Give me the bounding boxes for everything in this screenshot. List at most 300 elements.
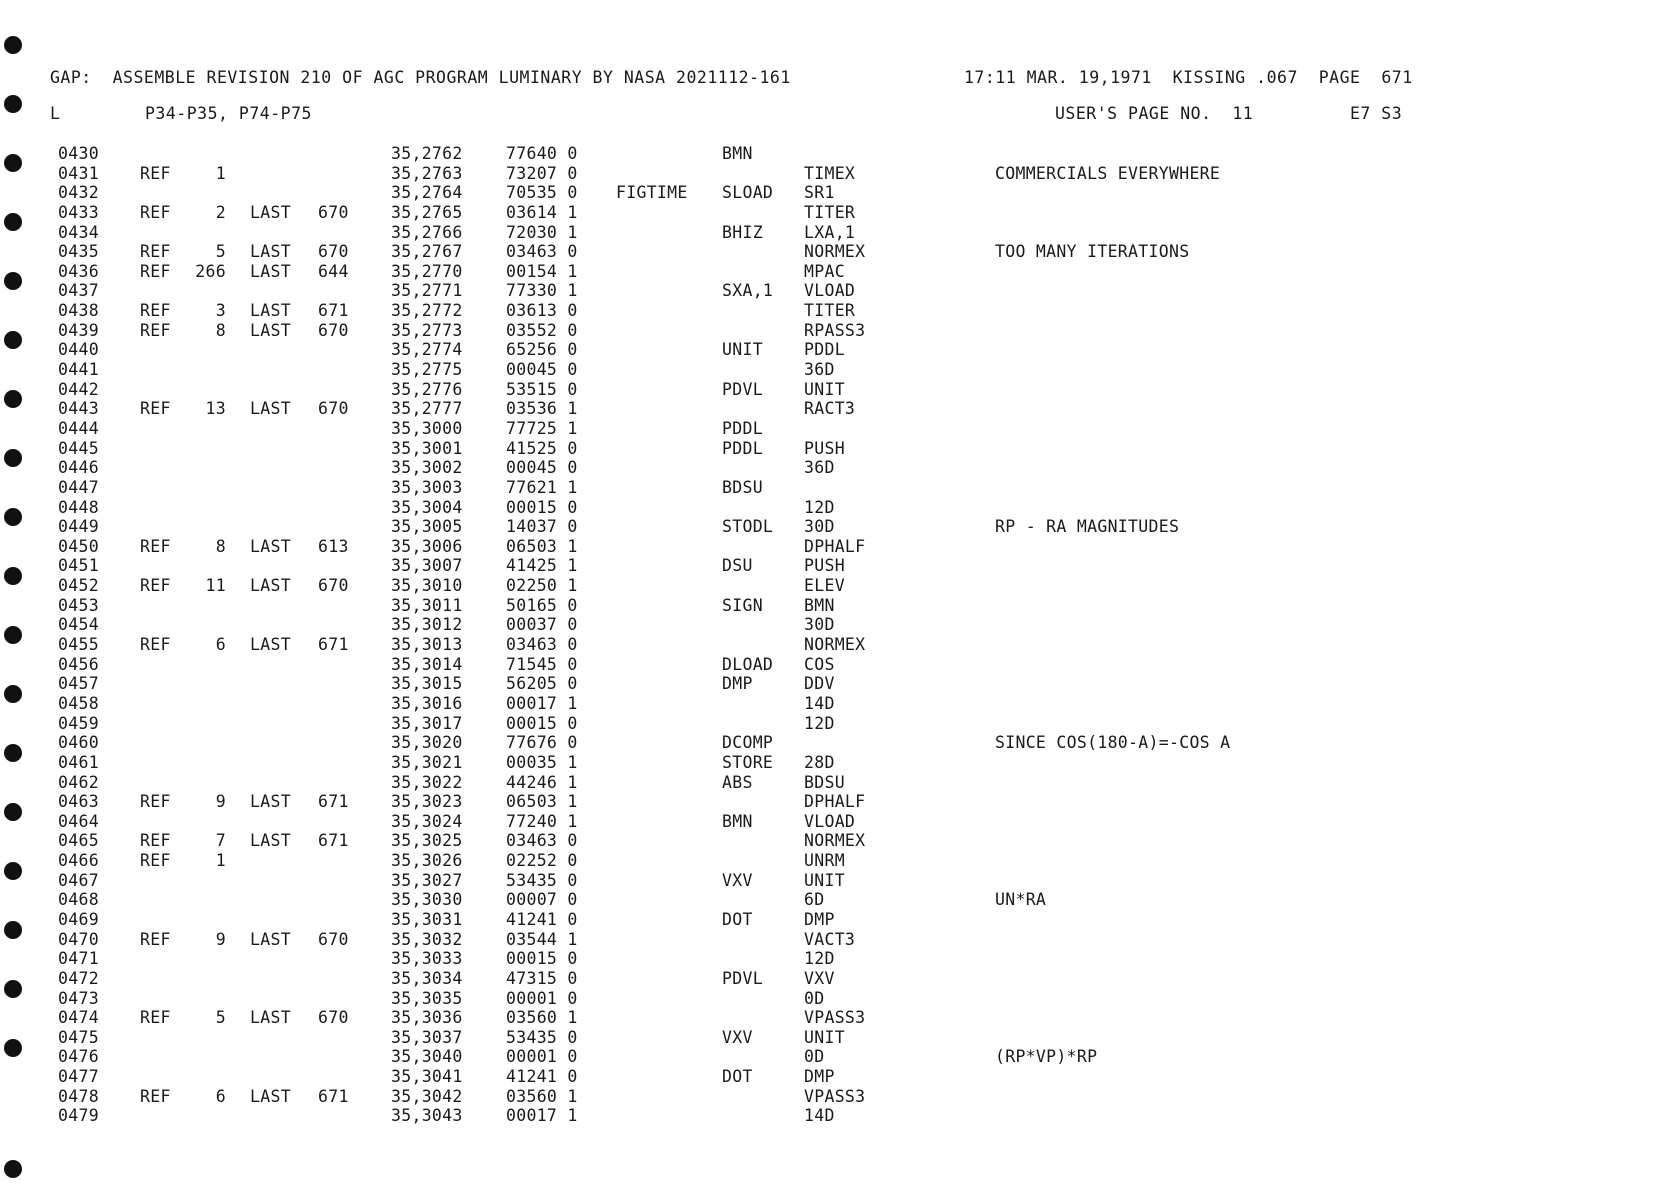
last-label: LAST <box>250 301 291 321</box>
octal-word: 73207 0 <box>506 163 578 183</box>
address: 35,3042 <box>391 1086 463 1106</box>
opcode: STORE <box>722 752 774 772</box>
punch-hole-icon <box>4 803 22 821</box>
line-number: 0462 <box>58 772 99 792</box>
address: 35,3022 <box>391 772 463 792</box>
operand: DPHALF <box>804 536 866 556</box>
last-label: LAST <box>250 576 291 596</box>
ref-label: REF <box>140 851 171 871</box>
octal-word: 41425 1 <box>506 556 578 576</box>
address: 35,3043 <box>391 1106 463 1126</box>
opcode: VXV <box>722 1027 753 1047</box>
address: 35,3035 <box>391 988 463 1008</box>
comment: RP - RA MAGNITUDES <box>995 517 1180 537</box>
address: 35,3000 <box>391 418 463 438</box>
opcode: DCOMP <box>722 733 774 753</box>
address: 35,3007 <box>391 556 463 576</box>
header-code: E7 S3 <box>1350 104 1403 123</box>
operand: NORMEX <box>804 831 866 851</box>
address: 35,3023 <box>391 792 463 812</box>
line-number: 0455 <box>58 635 99 655</box>
line-number: 0442 <box>58 379 99 399</box>
line-number: 0466 <box>58 851 99 871</box>
octal-word: 00035 1 <box>506 752 578 772</box>
address: 35,2776 <box>391 379 463 399</box>
octal-word: 65256 0 <box>506 340 578 360</box>
operand: PUSH <box>804 438 845 458</box>
opcode: STODL <box>722 517 774 537</box>
last-page: 613 <box>318 536 349 556</box>
opcode: DSU <box>722 556 753 576</box>
last-page: 644 <box>318 261 349 281</box>
ref-label: REF <box>140 399 171 419</box>
operand: NORMEX <box>804 635 866 655</box>
line-number: 0467 <box>58 870 99 890</box>
octal-word: 00045 0 <box>506 458 578 478</box>
octal-word: 53435 0 <box>506 1027 578 1047</box>
line-number: 0439 <box>58 320 99 340</box>
operand: VXV <box>804 968 835 988</box>
opcode: DOT <box>722 909 753 929</box>
opcode: UNIT <box>722 340 763 360</box>
ref-number: 1 <box>215 851 226 871</box>
octal-word: 53515 0 <box>506 379 578 399</box>
address: 35,3040 <box>391 1047 463 1067</box>
opcode: PDDL <box>722 418 763 438</box>
line-number: 0435 <box>58 242 99 262</box>
octal-word: 00037 0 <box>506 615 578 635</box>
line-number: 0433 <box>58 202 99 222</box>
last-label: LAST <box>250 831 291 851</box>
operand: 12D <box>804 949 835 969</box>
opcode: DLOAD <box>722 654 774 674</box>
opcode: SLOAD <box>722 183 774 203</box>
octal-word: 03560 1 <box>506 1086 578 1106</box>
last-label: LAST <box>250 399 291 419</box>
operand: 36D <box>804 458 835 478</box>
header-user-page: USER'S PAGE NO. 11 <box>1055 104 1254 123</box>
address: 35,3006 <box>391 536 463 556</box>
last-page: 670 <box>318 320 349 340</box>
opcode: PDDL <box>722 438 763 458</box>
header-timestamp-page: 17:11 MAR. 19,1971 KISSING .067 PAGE 671 <box>964 68 1413 87</box>
octal-word: 77725 1 <box>506 418 578 438</box>
line-number: 0463 <box>58 792 99 812</box>
operand: UNIT <box>804 1027 845 1047</box>
line-number: 0443 <box>58 399 99 419</box>
line-number: 0448 <box>58 497 99 517</box>
line-number: 0458 <box>58 693 99 713</box>
ref-number: 9 <box>215 929 226 949</box>
header-line-code: L <box>50 104 61 123</box>
punch-hole-icon <box>4 921 22 939</box>
octal-word: 06503 1 <box>506 536 578 556</box>
octal-word: 03536 1 <box>506 399 578 419</box>
last-label: LAST <box>250 929 291 949</box>
line-number: 0440 <box>58 340 99 360</box>
address: 35,3002 <box>391 458 463 478</box>
address: 35,2765 <box>391 202 463 222</box>
address: 35,2772 <box>391 301 463 321</box>
ref-number: 5 <box>215 1008 226 1028</box>
punch-hole-icon <box>4 1160 22 1178</box>
operand: VPASS3 <box>804 1008 866 1028</box>
line-number: 0468 <box>58 890 99 910</box>
ref-label: REF <box>140 1008 171 1028</box>
address: 35,3034 <box>391 968 463 988</box>
address: 35,3010 <box>391 576 463 596</box>
punch-hole-icon <box>4 1039 22 1057</box>
ref-number: 7 <box>215 831 226 851</box>
line-number: 0469 <box>58 909 99 929</box>
ref-label: REF <box>140 242 171 262</box>
octal-word: 00015 0 <box>506 713 578 733</box>
ref-label: REF <box>140 163 171 183</box>
octal-word: 47315 0 <box>506 968 578 988</box>
address: 35,3031 <box>391 909 463 929</box>
last-label: LAST <box>250 1086 291 1106</box>
line-number: 0479 <box>58 1106 99 1126</box>
punch-hole-icon <box>4 390 22 408</box>
operand: VLOAD <box>804 281 856 301</box>
octal-word: 44246 1 <box>506 772 578 792</box>
punch-hole-icon <box>4 626 22 644</box>
octal-word: 03463 0 <box>506 242 578 262</box>
octal-word: 03560 1 <box>506 1008 578 1028</box>
operand: LXA,1 <box>804 222 856 242</box>
address: 35,3016 <box>391 693 463 713</box>
address: 35,3032 <box>391 929 463 949</box>
last-page: 671 <box>318 1086 349 1106</box>
operand: TITER <box>804 202 856 222</box>
octal-word: 50165 0 <box>506 595 578 615</box>
symbol-label: FIGTIME <box>616 183 688 203</box>
operand: TITER <box>804 301 856 321</box>
octal-word: 00015 0 <box>506 949 578 969</box>
line-number: 0478 <box>58 1086 99 1106</box>
operand: 14D <box>804 693 835 713</box>
operand: DMP <box>804 1067 835 1087</box>
operand: UNRM <box>804 851 845 871</box>
last-page: 670 <box>318 399 349 419</box>
line-number: 0470 <box>58 929 99 949</box>
address: 35,3041 <box>391 1067 463 1087</box>
line-number: 0456 <box>58 654 99 674</box>
octal-word: 70535 0 <box>506 183 578 203</box>
octal-word: 72030 1 <box>506 222 578 242</box>
operand: VPASS3 <box>804 1086 866 1106</box>
operand: RPASS3 <box>804 320 866 340</box>
address: 35,3015 <box>391 674 463 694</box>
address: 35,3011 <box>391 595 463 615</box>
ref-number: 9 <box>215 792 226 812</box>
operand: 14D <box>804 1106 835 1126</box>
octal-word: 00001 0 <box>506 1047 578 1067</box>
line-number: 0477 <box>58 1067 99 1087</box>
octal-word: 06503 1 <box>506 792 578 812</box>
ref-label: REF <box>140 929 171 949</box>
address: 35,3003 <box>391 477 463 497</box>
address: 35,2773 <box>391 320 463 340</box>
line-number: 0450 <box>58 536 99 556</box>
punch-hole-icon <box>4 744 22 762</box>
line-number: 0451 <box>58 556 99 576</box>
address: 35,2774 <box>391 340 463 360</box>
comment: SINCE COS(180-A)=-COS A <box>995 733 1231 753</box>
last-label: LAST <box>250 261 291 281</box>
line-number: 0471 <box>58 949 99 969</box>
last-page: 670 <box>318 1008 349 1028</box>
line-number: 0457 <box>58 674 99 694</box>
punch-hole-icon <box>4 272 22 290</box>
ref-number: 1 <box>215 163 226 183</box>
octal-word: 41525 0 <box>506 438 578 458</box>
operand: DMP <box>804 909 835 929</box>
address: 35,2771 <box>391 281 463 301</box>
line-number: 0441 <box>58 360 99 380</box>
line-number: 0444 <box>58 418 99 438</box>
operand: PDDL <box>804 340 845 360</box>
line-number: 0465 <box>58 831 99 851</box>
operand: UNIT <box>804 379 845 399</box>
comment: (RP*VP)*RP <box>995 1047 1098 1067</box>
line-number: 0438 <box>58 301 99 321</box>
octal-word: 03613 0 <box>506 301 578 321</box>
comment: TOO MANY ITERATIONS <box>995 242 1190 262</box>
line-number: 0461 <box>58 752 99 772</box>
opcode: PDVL <box>722 379 763 399</box>
operand: 12D <box>804 497 835 517</box>
line-number: 0474 <box>58 1008 99 1028</box>
address: 35,2775 <box>391 360 463 380</box>
operand: UNIT <box>804 870 845 890</box>
punch-hole-icon <box>4 331 22 349</box>
operand: PUSH <box>804 556 845 576</box>
octal-word: 00007 0 <box>506 890 578 910</box>
octal-word: 02252 0 <box>506 851 578 871</box>
operand: 12D <box>804 713 835 733</box>
punch-hole-icon <box>4 567 22 585</box>
opcode: DMP <box>722 674 753 694</box>
address: 35,3037 <box>391 1027 463 1047</box>
octal-word: 02250 1 <box>506 576 578 596</box>
line-number: 0460 <box>58 733 99 753</box>
address: 35,2767 <box>391 242 463 262</box>
line-number: 0445 <box>58 438 99 458</box>
address: 35,3005 <box>391 517 463 537</box>
operand: 36D <box>804 360 835 380</box>
address: 35,3012 <box>391 615 463 635</box>
operand: 30D <box>804 615 835 635</box>
octal-word: 03463 0 <box>506 831 578 851</box>
octal-word: 41241 0 <box>506 909 578 929</box>
line-number: 0431 <box>58 163 99 183</box>
ref-label: REF <box>140 536 171 556</box>
punch-hole-icon <box>4 213 22 231</box>
comment: COMMERCIALS EVERYWHERE <box>995 163 1221 183</box>
address: 35,2762 <box>391 144 463 163</box>
opcode: SXA,1 <box>722 281 774 301</box>
operand: 30D <box>804 517 835 537</box>
operand: BMN <box>804 595 835 615</box>
last-label: LAST <box>250 320 291 340</box>
octal-word: 03552 0 <box>506 320 578 340</box>
address: 35,3004 <box>391 497 463 517</box>
octal-word: 00017 1 <box>506 693 578 713</box>
address: 35,3026 <box>391 851 463 871</box>
punch-hole-icon <box>4 449 22 467</box>
address: 35,3030 <box>391 890 463 910</box>
punch-hole-icon <box>4 862 22 880</box>
operand: RACT3 <box>804 399 856 419</box>
octal-word: 41241 0 <box>506 1067 578 1087</box>
punch-hole-icon <box>4 154 22 172</box>
ref-number: 8 <box>215 320 226 340</box>
ref-label: REF <box>140 202 171 222</box>
line-number: 0464 <box>58 811 99 831</box>
opcode: BHIZ <box>722 222 763 242</box>
ref-label: REF <box>140 261 171 281</box>
octal-word: 77330 1 <box>506 281 578 301</box>
operand: 0D <box>804 988 825 1008</box>
ref-number: 6 <box>215 1086 226 1106</box>
last-label: LAST <box>250 536 291 556</box>
last-label: LAST <box>250 202 291 222</box>
line-number: 0434 <box>58 222 99 242</box>
line-number: 0430 <box>58 144 99 163</box>
last-page: 670 <box>318 242 349 262</box>
operand: TIMEX <box>804 163 856 183</box>
octal-word: 00154 1 <box>506 261 578 281</box>
ref-number: 11 <box>205 576 226 596</box>
line-number: 0453 <box>58 595 99 615</box>
punch-holes <box>0 0 30 1203</box>
ref-label: REF <box>140 576 171 596</box>
operand: NORMEX <box>804 242 866 262</box>
operand: VACT3 <box>804 929 856 949</box>
ref-label: REF <box>140 301 171 321</box>
operand: BDSU <box>804 772 845 792</box>
last-label: LAST <box>250 635 291 655</box>
last-page: 670 <box>318 929 349 949</box>
last-page: 670 <box>318 202 349 222</box>
line-number: 0475 <box>58 1027 99 1047</box>
last-label: LAST <box>250 1008 291 1028</box>
line-number: 0449 <box>58 517 99 537</box>
line-number: 0436 <box>58 261 99 281</box>
last-label: LAST <box>250 242 291 262</box>
header-section: P34-P35, P74-P75 <box>145 104 312 123</box>
address: 35,3027 <box>391 870 463 890</box>
punch-hole-icon <box>4 685 22 703</box>
line-number: 0452 <box>58 576 99 596</box>
punch-hole-icon <box>4 95 22 113</box>
ref-number: 6 <box>215 635 226 655</box>
ref-number: 3 <box>215 301 226 321</box>
operand: VLOAD <box>804 811 856 831</box>
address: 35,3024 <box>391 811 463 831</box>
operand: DDV <box>804 674 835 694</box>
address: 35,3014 <box>391 654 463 674</box>
operand: COS <box>804 654 835 674</box>
address: 35,3013 <box>391 635 463 655</box>
octal-word: 03463 0 <box>506 635 578 655</box>
octal-word: 00001 0 <box>506 988 578 1008</box>
punch-hole-icon <box>4 36 22 54</box>
address: 35,3033 <box>391 949 463 969</box>
operand: SR1 <box>804 183 835 203</box>
line-number: 0432 <box>58 183 99 203</box>
address: 35,3036 <box>391 1008 463 1028</box>
address: 35,2770 <box>391 261 463 281</box>
octal-word: 77676 0 <box>506 733 578 753</box>
opcode: VXV <box>722 870 753 890</box>
octal-word: 77240 1 <box>506 811 578 831</box>
ref-label: REF <box>140 1086 171 1106</box>
last-page: 671 <box>318 831 349 851</box>
last-label: LAST <box>250 792 291 812</box>
octal-word: 53435 0 <box>506 870 578 890</box>
octal-word: 00015 0 <box>506 497 578 517</box>
octal-word: 77640 0 <box>506 144 578 163</box>
opcode: BMN <box>722 811 753 831</box>
address: 35,3025 <box>391 831 463 851</box>
line-number: 0472 <box>58 968 99 988</box>
last-page: 670 <box>318 576 349 596</box>
operand: MPAC <box>804 261 845 281</box>
ref-label: REF <box>140 320 171 340</box>
ref-label: REF <box>140 831 171 851</box>
line-number: 0473 <box>58 988 99 1008</box>
opcode: BDSU <box>722 477 763 497</box>
octal-word: 56205 0 <box>506 674 578 694</box>
address: 35,3001 <box>391 438 463 458</box>
ref-number: 266 <box>195 261 226 281</box>
opcode: BMN <box>722 144 753 163</box>
opcode: DOT <box>722 1067 753 1087</box>
punch-hole-icon <box>4 980 22 998</box>
line-number: 0459 <box>58 713 99 733</box>
octal-word: 77621 1 <box>506 477 578 497</box>
ref-number: 2 <box>215 202 226 222</box>
octal-word: 00045 0 <box>506 360 578 380</box>
line-number: 0476 <box>58 1047 99 1067</box>
line-number: 0447 <box>58 477 99 497</box>
line-number: 0437 <box>58 281 99 301</box>
opcode: PDVL <box>722 968 763 988</box>
last-page: 671 <box>318 635 349 655</box>
punch-hole-icon <box>4 508 22 526</box>
last-page: 671 <box>318 792 349 812</box>
octal-word: 71545 0 <box>506 654 578 674</box>
ref-number: 13 <box>205 399 226 419</box>
operand: 6D <box>804 890 825 910</box>
operand: DPHALF <box>804 792 866 812</box>
address: 35,3020 <box>391 733 463 753</box>
operand: ELEV <box>804 576 845 596</box>
opcode: ABS <box>722 772 753 792</box>
line-number: 0446 <box>58 458 99 478</box>
ref-number: 8 <box>215 536 226 556</box>
octal-word: 00017 1 <box>506 1106 578 1126</box>
operand: 28D <box>804 752 835 772</box>
opcode: SIGN <box>722 595 763 615</box>
address: 35,2764 <box>391 183 463 203</box>
operand: 0D <box>804 1047 825 1067</box>
ref-label: REF <box>140 792 171 812</box>
address: 35,2777 <box>391 399 463 419</box>
octal-word: 03614 1 <box>506 202 578 222</box>
